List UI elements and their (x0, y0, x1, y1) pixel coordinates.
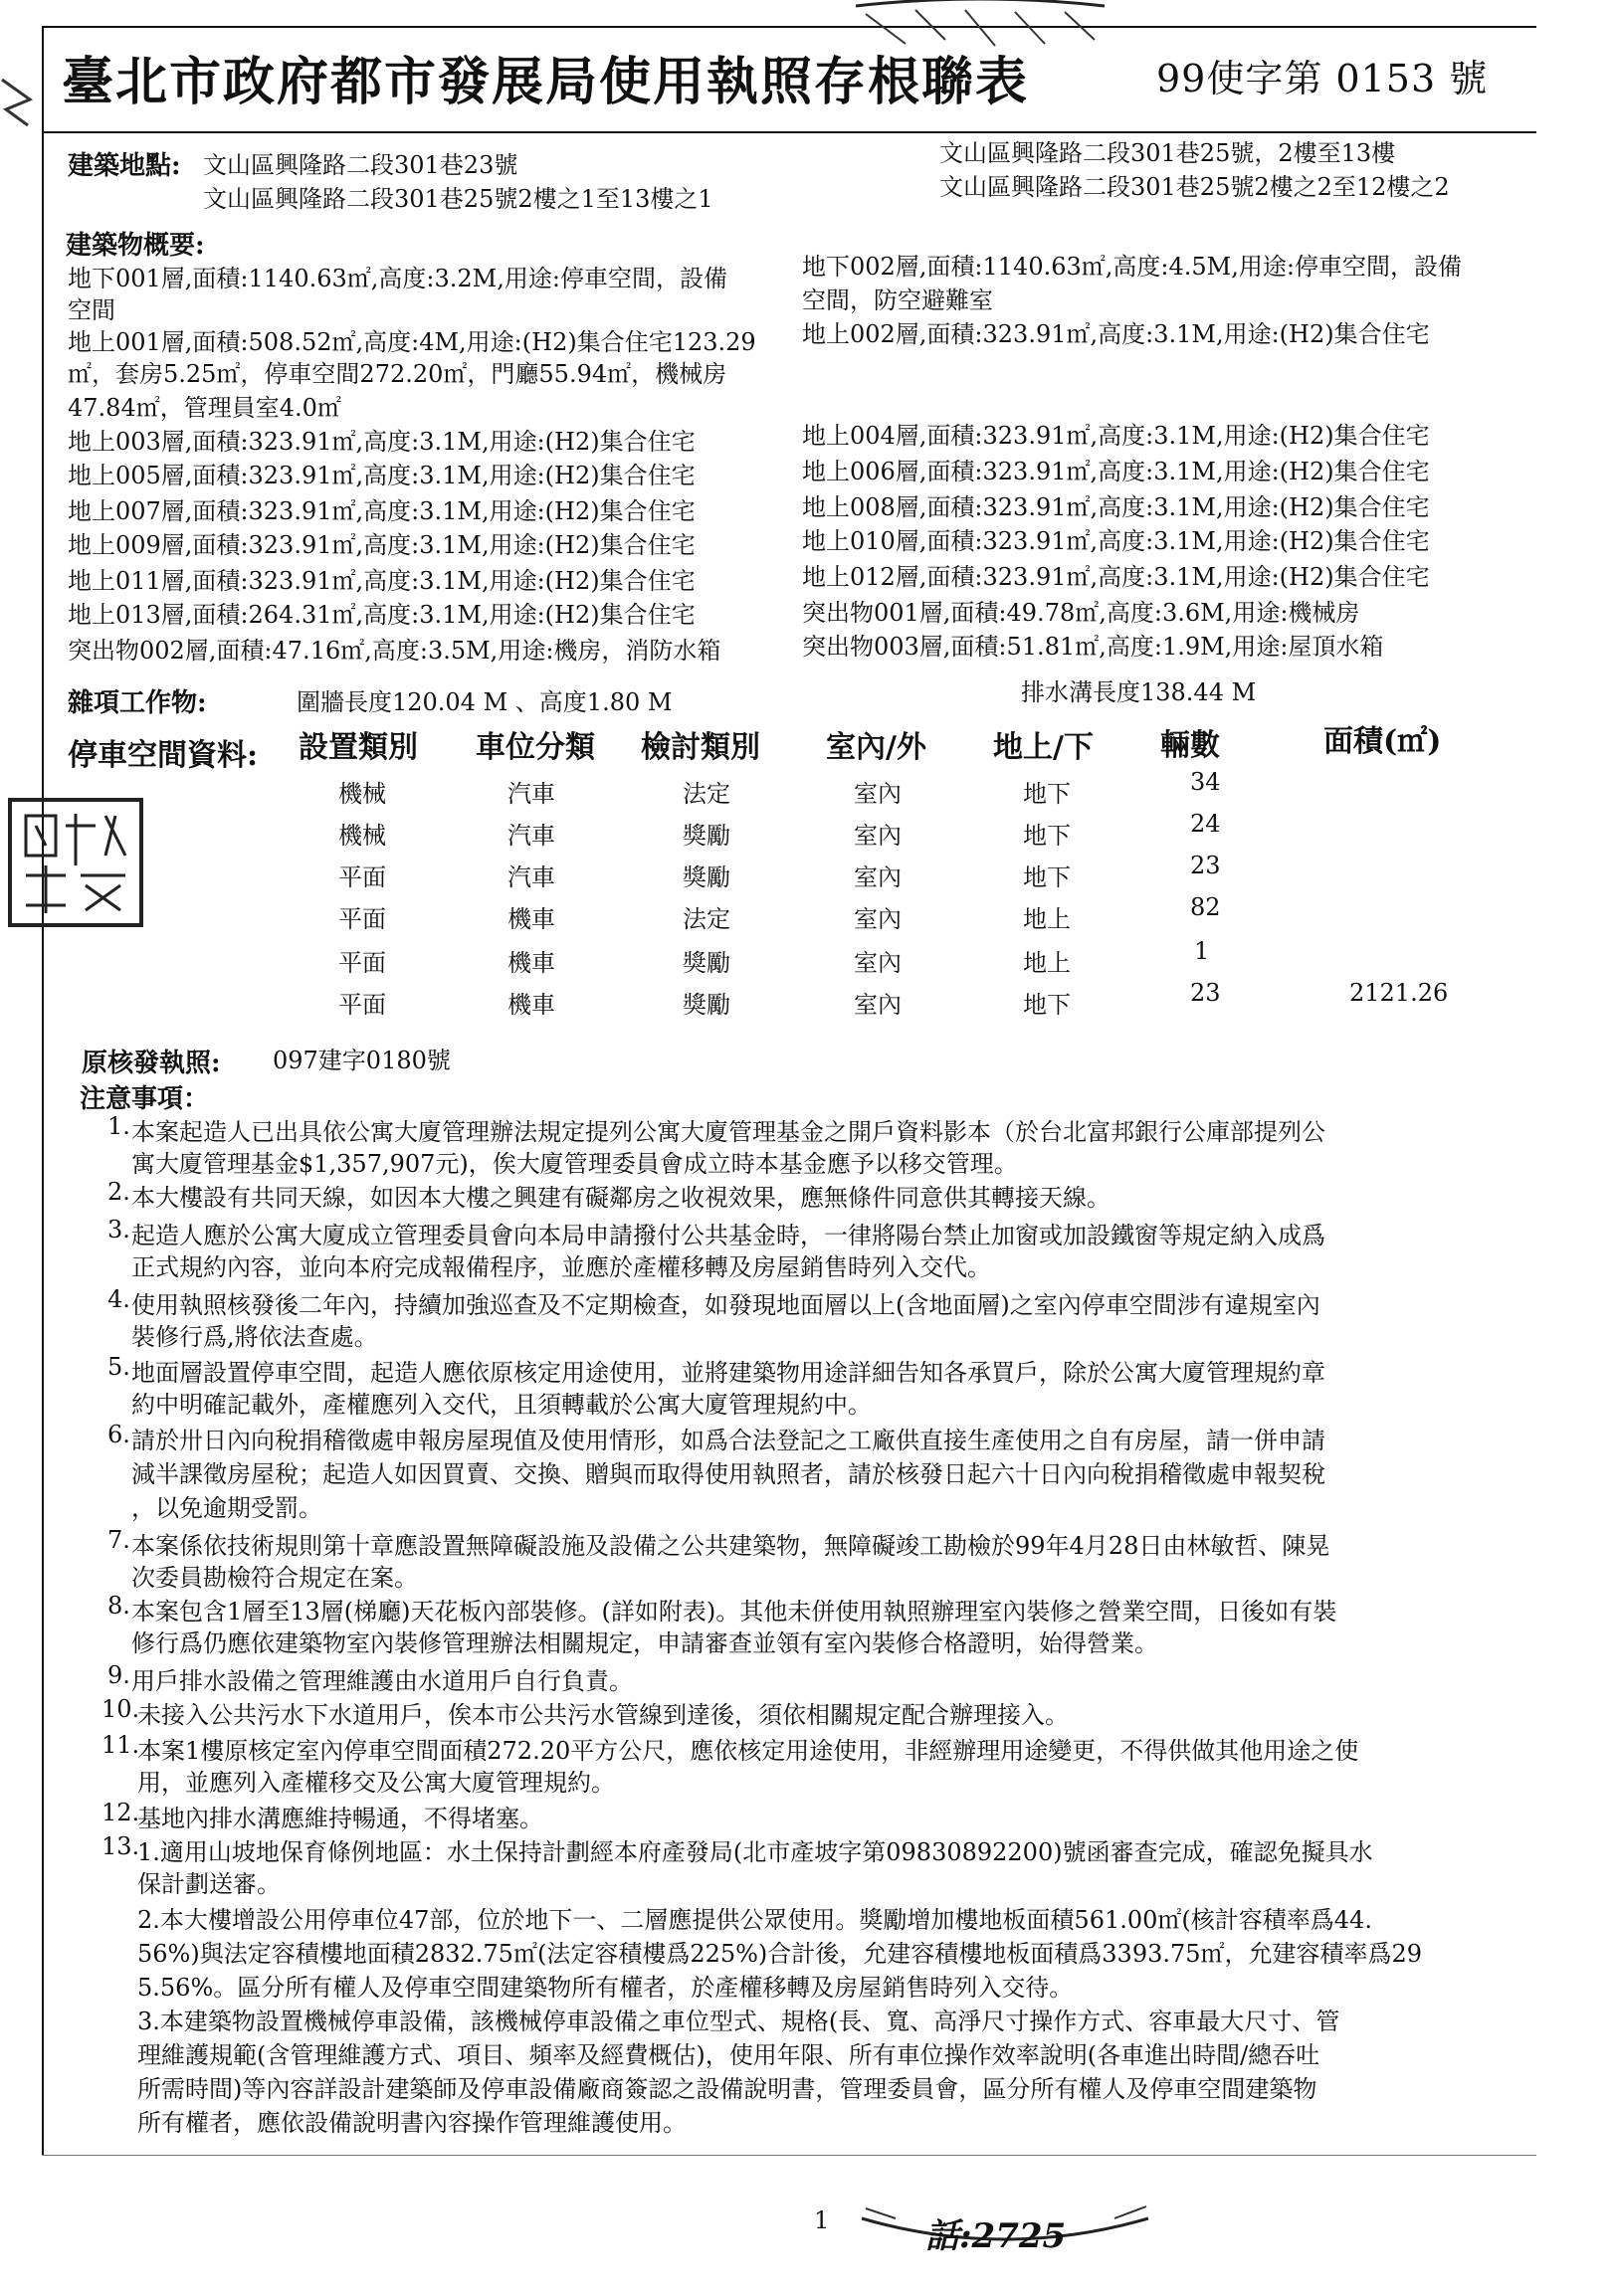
note-number: 10. (101, 1695, 140, 1723)
parking-cell: 24 (1190, 810, 1221, 838)
parking-cell: 室內 (854, 822, 902, 850)
overview-line: 地上005層,面積:323.91㎡,高度:3.1M,用途:(H2)集合住宅 (68, 462, 696, 489)
parking-cell: 2121.26 (1349, 979, 1449, 1007)
parking-cell: 1 (1194, 937, 1210, 965)
overview-line: 突出物003層,面積:51.81㎡,高度:1.9M,用途:屋頂水箱 (802, 633, 1384, 661)
overview-line: 地上012層,面積:323.91㎡,高度:3.1M,用途:(H2)集合住宅 (802, 563, 1430, 591)
parking-cell: 獎勵 (683, 863, 730, 891)
note-number: 3. (107, 1216, 130, 1244)
note-number: 7. (107, 1526, 130, 1554)
misc-drain: 排水溝長度138.44 M (1021, 678, 1257, 706)
overview-line: 地上007層,面積:323.91㎡,高度:3.1M,用途:(H2)集合住宅 (68, 497, 696, 525)
overview-line: 空間 (68, 296, 115, 324)
parking-header: 輛數 (1160, 728, 1220, 763)
parking-cell: 23 (1190, 979, 1221, 1007)
note-line: 用戶排水設備之管理維護由水道用戶自行負責。 (131, 1667, 633, 1695)
parking-cell: 室內 (854, 991, 902, 1019)
misc-wall: 圍牆長度120.04 M 、高度1.80 M (297, 688, 673, 716)
parking-cell: 地下 (1023, 991, 1071, 1019)
note-number: 9. (107, 1661, 130, 1689)
parking-cell: 獎勵 (683, 991, 730, 1019)
parking-cell: 23 (1190, 852, 1221, 879)
parking-cell: 室內 (854, 780, 902, 808)
parking-header: 室內/外 (826, 730, 926, 765)
parking-cell: 平面 (338, 949, 386, 977)
parking-cell: 機車 (507, 949, 555, 977)
overview-line: 地上009層,面積:323.91㎡,高度:3.1M,用途:(H2)集合住宅 (68, 531, 696, 559)
parking-cell: 汽車 (507, 780, 555, 808)
overview-line: 47.84㎡，管理員室4.0㎡ (68, 394, 341, 422)
overview-line: 地上006層,面積:323.91㎡,高度:3.1M,用途:(H2)集合住宅 (802, 458, 1430, 485)
parking-cell: 82 (1190, 893, 1221, 921)
site-address-2: 文山區興隆路二段301巷25號，2樓至13樓 (939, 139, 1396, 167)
note-number: 1. (107, 1112, 130, 1140)
parking-cell: 地下 (1023, 780, 1071, 808)
official-seal-icon (6, 796, 145, 929)
note-line: 減半課徵房屋稅；起造人如因買賣、交換、贈與而取得使用執照者，請於核發日起六十日內向稅捐稽徵處申報契稅 (131, 1460, 1325, 1488)
note-line: 2.本大樓增設公用停車位47部，位於地下一、二層應提供公眾使用。獎勵增加樓地板面積561.00㎡(核計容積率爲44. (137, 1906, 1372, 1934)
note-line: 本案係依技術規則第十章應設置無障礙設施及設備之公共建築物，無障礙竣工勘檢於99年4月28日由林敏哲、陳晃 (131, 1532, 1330, 1560)
note-line: 3.本建築物設置機械停車設備，該機械停車設備之車位型式、規格(長、寬、高淨尺寸操作方式、容車最大尺寸、管 (137, 2008, 1340, 2035)
parking-cell: 機械 (338, 780, 386, 808)
note-line: 修行爲仍應依建築物室內裝修管理辦法相關規定，申請審查並領有室內裝修合格證明，始得營業。 (131, 1629, 1158, 1657)
parking-header: 地上/下 (993, 730, 1094, 765)
note-line: 理維護規範(含管理維護方式、項目、頻率及經費概估)，使用年限、所有車位操作效率說明(各車進出時間/總吞吐 (137, 2041, 1320, 2069)
parking-cell: 獎勵 (683, 949, 730, 977)
note-number: 6. (107, 1421, 130, 1448)
note-number: 2. (107, 1178, 130, 1206)
note-number: 12. (101, 1799, 140, 1826)
site-label: 建築地點: (68, 151, 181, 181)
parking-cell: 地上 (1023, 905, 1071, 933)
note-line: 本案起造人已出具依公寓大廈管理辦法規定提列公寓大廈管理基金之開戶資料影本（於台北富邦銀行公庫部提列公 (131, 1118, 1325, 1146)
overview-line: 地上008層,面積:323.91㎡,高度:3.1M,用途:(H2)集合住宅 (802, 493, 1430, 521)
note-line: 次委員勘檢符合規定在案。 (131, 1564, 418, 1592)
note-line: 正式規約內容，並向本府完成報備程序，並應於產權移轉及房屋銷售時列入交代。 (131, 1253, 991, 1281)
overview-line: 突出物001層,面積:49.78㎡,高度:3.6M,用途:機械房 (802, 599, 1360, 627)
parking-cell: 獎勵 (683, 822, 730, 850)
parking-cell: 平面 (338, 991, 386, 1019)
parking-header: 設置類別 (299, 730, 418, 765)
overview-line: 空間，防空避難室 (802, 287, 993, 314)
note-line: 使用執照核發後二年內，持續加強巡查及不定期檢查，如發現地面層以上(含地面層)之室內停車空間涉有違規室內 (131, 1291, 1320, 1319)
note-line: 請於卅日內向稅捐稽徵處申報房屋現值及使用情形，如爲合法登記之工廠供直接生產使用之自有房屋，請一併申請 (131, 1427, 1325, 1454)
overview-line: 地上011層,面積:323.91㎡,高度:3.1M,用途:(H2)集合住宅 (68, 567, 696, 595)
parking-cell: 機械 (338, 822, 386, 850)
note-number: 11. (101, 1731, 140, 1759)
notes-label: 注意事項： (80, 1084, 210, 1114)
parking-cell: 地下 (1023, 822, 1071, 850)
overview-line: 地下002層,面積:1140.63㎡,高度:4.5M,用途:停車空間，設備 (802, 253, 1462, 281)
note-line: 本案包含1層至13層(梯廳)天花板內部裝修。(詳如附表)。其他未併使用執照辦理室內裝修之營業空間，日後如有裝 (131, 1598, 1337, 1626)
parking-cell: 法定 (683, 905, 730, 933)
note-number: 4. (107, 1285, 130, 1313)
note-line: 未接入公共污水下水道用戶，俟本市公共污水管線到達後，須依相關規定配合辦理接入。 (137, 1701, 1069, 1729)
page-number: 1 (814, 2206, 830, 2234)
parking-header: 面積(㎡) (1323, 724, 1442, 759)
frame-bottom-line (42, 2155, 1536, 2156)
stamp-number: 話:2725 (925, 2216, 1067, 2256)
note-number: 13. (101, 1832, 140, 1860)
overview-line: 地上004層,面積:323.91㎡,高度:3.1M,用途:(H2)集合住宅 (802, 422, 1430, 450)
original-permit-value: 097建字0180號 (273, 1047, 451, 1074)
permit-number: 99使字第 0153 號 (1156, 57, 1489, 100)
parking-header: 檢討類別 (641, 730, 760, 765)
overview-line: 地上003層,面積:323.91㎡,高度:3.1M,用途:(H2)集合住宅 (68, 428, 696, 456)
parking-cell: 平面 (338, 863, 386, 891)
note-line: 用，並應列入產權移交及公寓大廈管理規約。 (137, 1769, 615, 1797)
parking-cell: 34 (1190, 768, 1221, 796)
site-address-1: 文山區興隆路二段301巷23號 (203, 151, 518, 179)
original-permit-label: 原核發執照: (82, 1049, 221, 1078)
note-number: 5. (107, 1353, 130, 1381)
note-line: 1.適用山坡地保育條例地區：水土保持計劃經本府產發局(北市產坡字第09830892200)號函審查完成，確認免擬具水 (137, 1838, 1373, 1866)
note-line: 裝修行爲,將依法查處。 (131, 1323, 378, 1351)
parking-cell: 汽車 (507, 822, 555, 850)
note-line: 本案1樓原核定室內停車空間面積272.20平方公尺，應依核定用途使用，非經辦理用途變更，不得供做其他用途之使 (137, 1737, 1359, 1765)
note-line: 寓大廈管理基金$1,357,907元)，俟大廈管理委員會成立時本基金應予以移交管理。 (131, 1150, 1018, 1178)
overview-line: 地上002層,面積:323.91㎡,高度:3.1M,用途:(H2)集合住宅 (802, 320, 1430, 348)
overview-label: 建築物概要: (66, 231, 205, 261)
frame-left-line (42, 26, 44, 2155)
frame-top-line (42, 26, 1536, 28)
note-line: 起造人應於公寓大廈成立管理委員會向本局申請撥付公共基金時，一律將陽台禁止加窗或加設鐵窗等規定納入成爲 (131, 1222, 1325, 1249)
note-line: 56%)與法定容積樓地面積2832.75㎡(法定容積樓爲225%)合計後，允建容積樓地板面積爲3393.75㎡，允建容積率爲29 (137, 1940, 1423, 1968)
parking-cell: 平面 (338, 905, 386, 933)
site-address-4: 文山區興隆路二段301巷25號2樓之2至12樓之2 (939, 173, 1450, 201)
note-line: 約中明確記載外，產權應列入交代，且須轉載於公寓大廈管理規約中。 (131, 1391, 872, 1419)
parking-label: 停車空間資料: (68, 738, 259, 773)
parking-cell: 室內 (854, 905, 902, 933)
parking-cell: 室內 (854, 949, 902, 977)
note-line: 所需時間)等內容詳設計建築師及停車設備廠商簽認之設備說明書，管理委員會，區分所有權人及停車空間建築物 (137, 2075, 1317, 2103)
overview-line: 突出物002層,面積:47.16㎡,高度:3.5M,用途:機房，消防水箱 (68, 637, 721, 665)
overview-line: 地上013層,面積:264.31㎡,高度:3.1M,用途:(H2)集合住宅 (68, 601, 696, 629)
note-line: 所有權者，應依設備說明書內容操作管理維護使用。 (137, 2109, 687, 2137)
corner-mark-icon (0, 70, 38, 127)
overview-line: 地下001層,面積:1140.63㎡,高度:3.2M,用途:停車空間，設備 (68, 265, 727, 292)
overview-line: ㎡，套房5.25㎡，停車空間272.20㎡，門廳55.94㎡，機械房 (68, 360, 727, 388)
parking-cell: 法定 (683, 780, 730, 808)
parking-cell: 室內 (854, 863, 902, 891)
note-line: 地面層設置停車空間，起造人應依原核定用途使用，並將建築物用途詳細告知各承買戶，除於公寓大廈管理規約章 (131, 1359, 1325, 1387)
note-line: ，以免逾期受罰。 (131, 1494, 322, 1522)
site-address-3: 文山區興隆路二段301巷25號2樓之1至13樓之1 (203, 185, 713, 213)
parking-cell: 汽車 (507, 863, 555, 891)
note-line: 基地內排水溝應維持暢通，不得堵塞。 (137, 1805, 543, 1832)
parking-cell: 機車 (507, 991, 555, 1019)
note-line: 本大樓設有共同天線，如因本大樓之興建有礙鄰房之收視效果，應無條件同意供其轉接天線。 (131, 1184, 1111, 1212)
note-line: 5.56%。區分所有權人及停車空間建築物所有權者，於產權移轉及房屋銷售時列入交待。 (137, 1974, 1074, 2002)
misc-label: 雜項工作物: (68, 688, 207, 718)
note-line: 保計劃送審。 (137, 1870, 281, 1898)
parking-header: 車位分類 (476, 730, 595, 765)
parking-cell: 地下 (1023, 863, 1071, 891)
note-number: 8. (107, 1592, 130, 1620)
document-title: 臺北市政府都市發展局使用執照存根聯表 (62, 52, 1030, 112)
parking-cell: 地上 (1023, 949, 1071, 977)
overview-line: 地上001層,面積:508.52㎡,高度:4M,用途:(H2)集合住宅123.29 (68, 328, 756, 356)
overview-line: 地上010層,面積:323.91㎡,高度:3.1M,用途:(H2)集合住宅 (802, 527, 1430, 555)
parking-cell: 機車 (507, 905, 555, 933)
